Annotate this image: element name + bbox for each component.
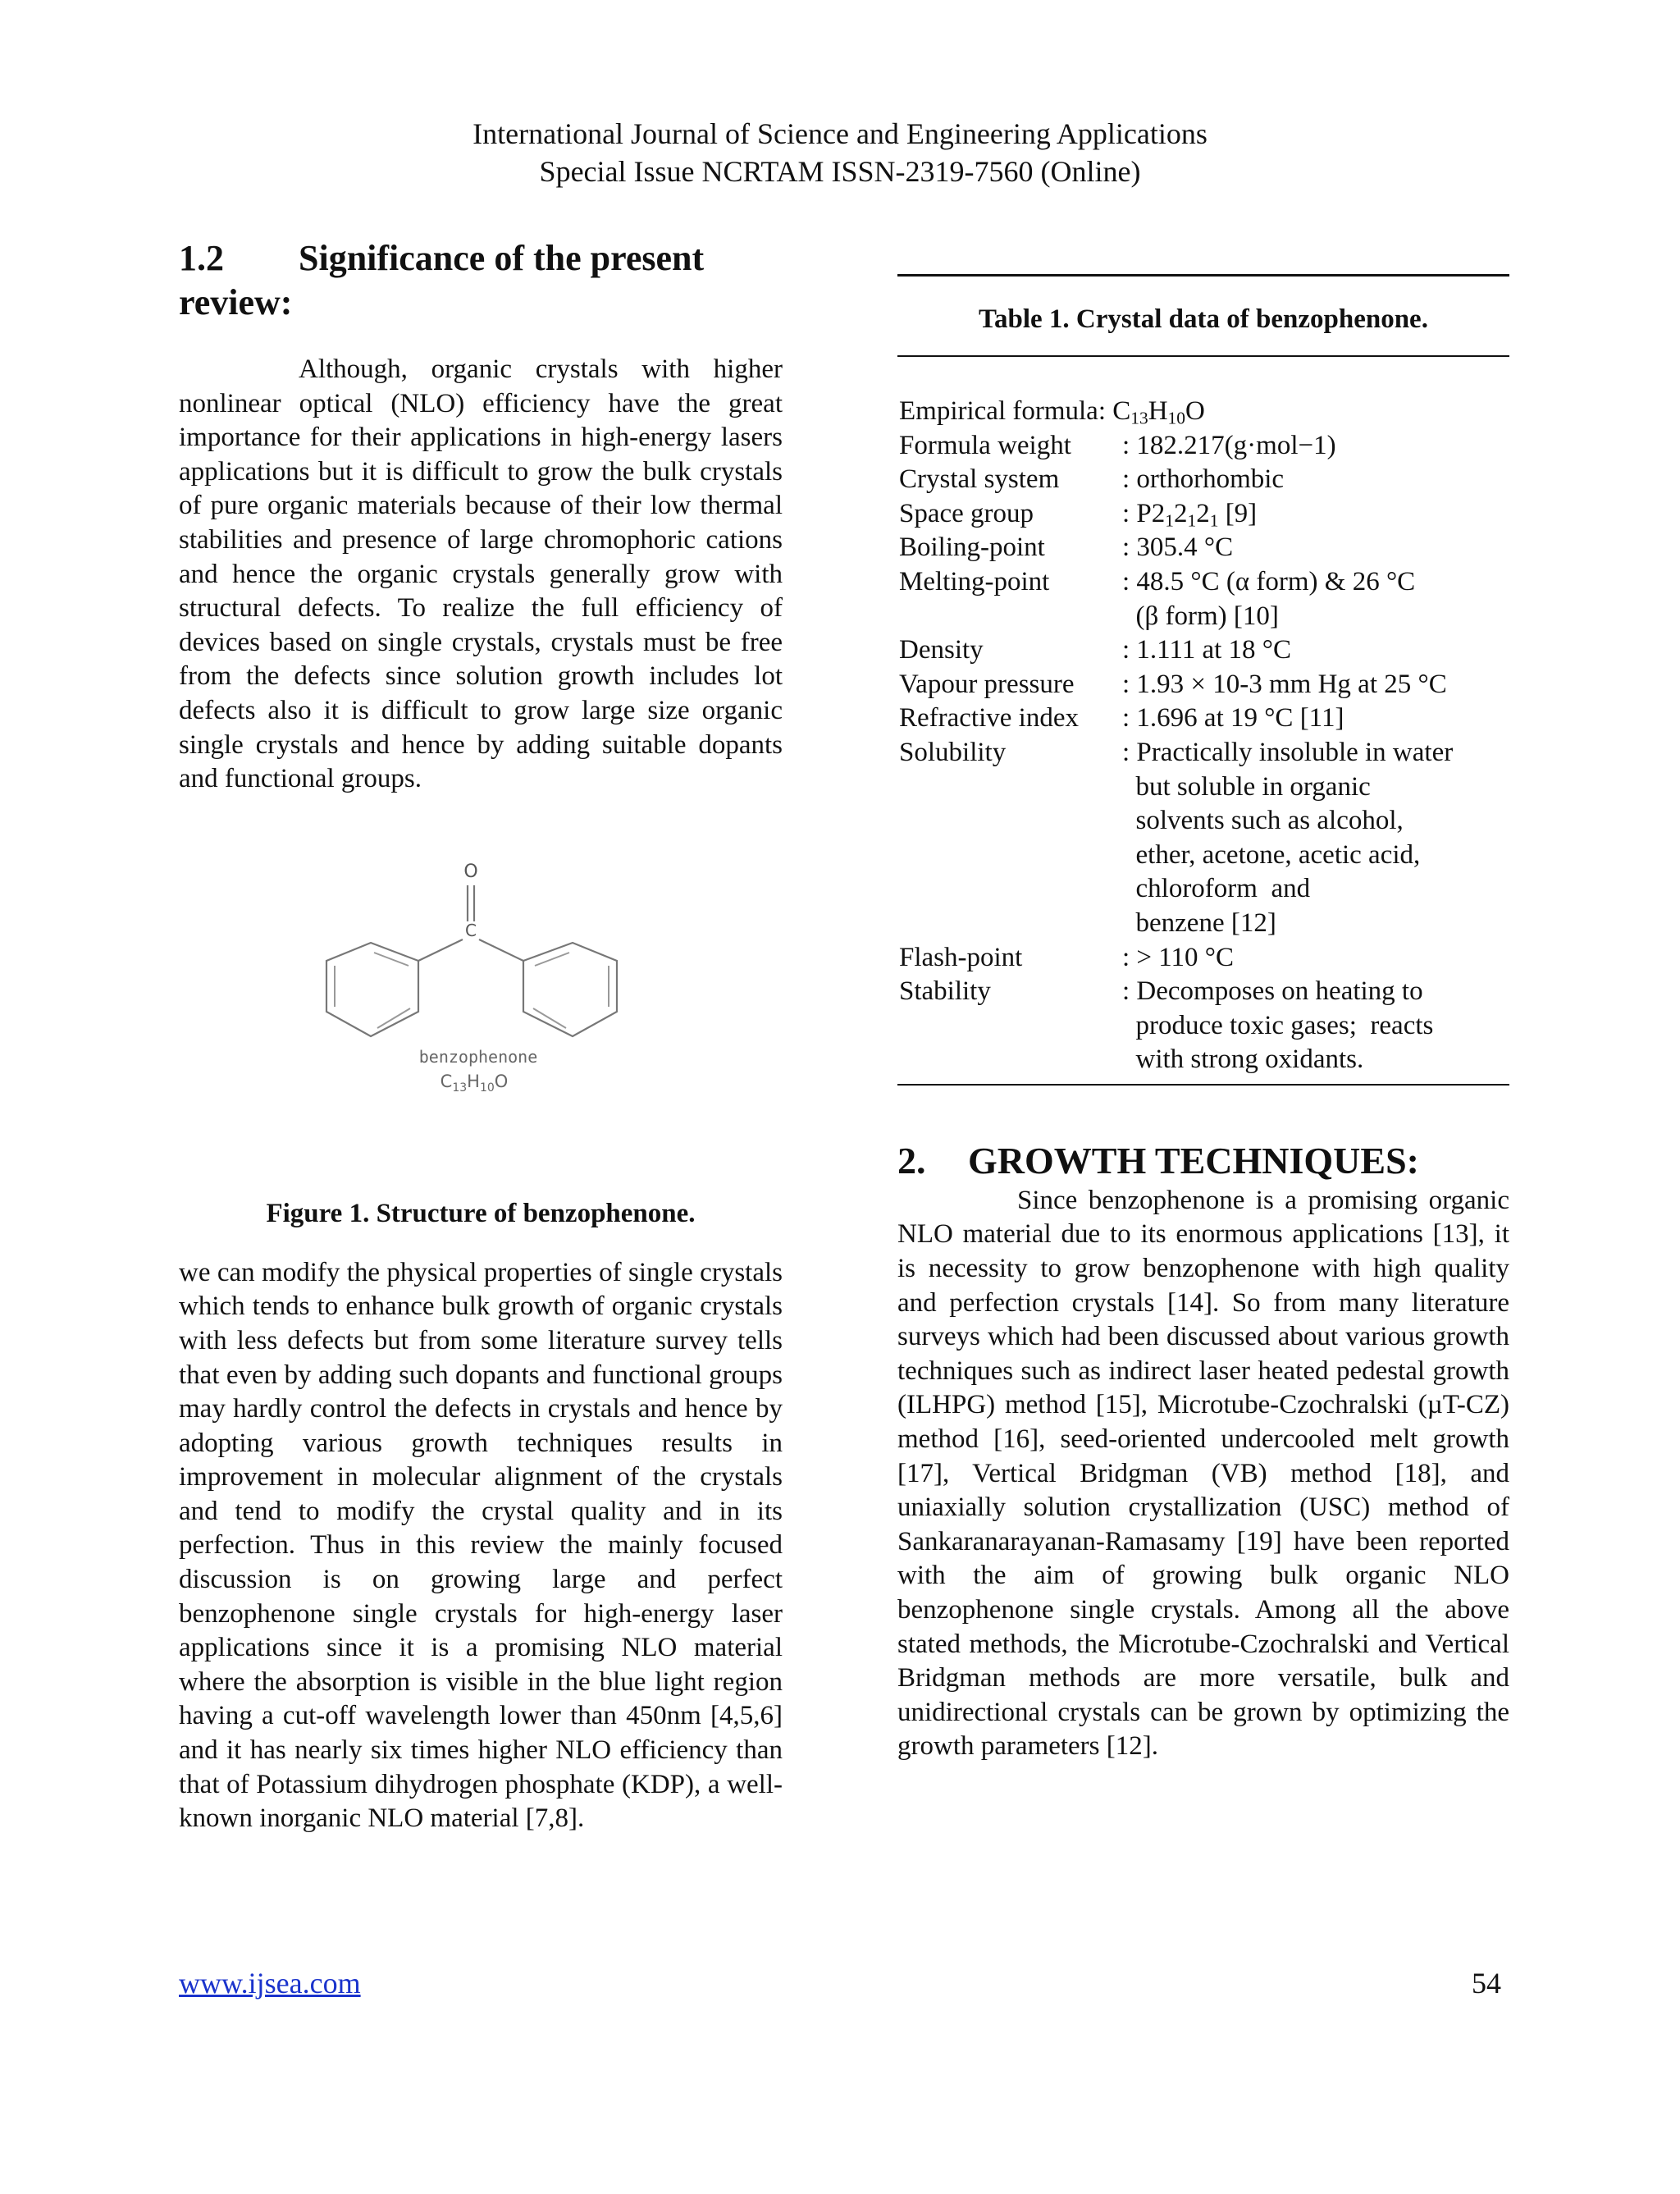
crystal-data-table	[897, 395, 1509, 1077]
table-row-value: : 1.93 × 10-3 mm Hg at 25 °C	[1122, 669, 1447, 699]
section-title-line1: Significance of the present	[299, 238, 705, 278]
table-row	[899, 668, 1509, 702]
table-row-value: : > 110 °C	[1122, 942, 1235, 972]
table-row	[899, 429, 1509, 464]
subscript: 1	[1187, 510, 1197, 531]
table-row-label: Formula weight	[899, 430, 1071, 460]
journal-issue: Special Issue NCRTAM ISSN-2319-7560 (Online)	[539, 155, 1141, 188]
subscript: 1	[1165, 510, 1174, 531]
table-row	[899, 497, 1509, 532]
figure-benzophenone-structure	[179, 854, 783, 1240]
value-text: : P2	[1122, 498, 1166, 528]
journal-title: International Journal of Science and Engineering Applications	[472, 117, 1208, 150]
table-row	[899, 633, 1509, 668]
table-row-label: Density	[899, 635, 984, 665]
section-number: 1.2	[179, 238, 224, 278]
bond-right-ring	[479, 939, 523, 961]
right-column	[897, 236, 1509, 1764]
table-row	[899, 395, 1509, 429]
structure-name-label: benzophenone	[418, 1046, 538, 1067]
structure-formula-label: $C_{13}H_{10}O$	[440, 1071, 509, 1095]
section-heading-growth	[897, 1138, 1509, 1184]
table-row	[899, 565, 1509, 633]
table-row-label: Vapour pressure	[899, 669, 1075, 699]
table-row-value: : 48.5 °C (α form) & 26 °C (β form) [10]	[1122, 566, 1416, 631]
continuation-paragraph: we can modify the physical properties of single crystals which tends to enhance bulk growth of organic crystals with less defects but from some literature survey tells that even by adding such dopants and functional groups may hardly control the defects in crystals and hence by adopting various growth techniques results in improvement in molecular alignment of the crystals and tend to modify the crystal quality and in its perfection. Thus in this review the mainly focused discussion is on growing large and perfect benzophenone single crystals for high-energy laser applications since it is a promising NLO material where the absorption is visible in the blue light region having a cut-off wavelength lower than 450nm [4,5,6] and it has nearly six times higher NLO efficiency than that of Potassium dihydrogen phosphate (KDP), a well-known inorganic NLO material [7,8].	[179, 1257, 783, 1834]
left-benzene-ring	[326, 943, 418, 1036]
value-text: O	[1185, 396, 1205, 426]
table-row-label: Space group	[899, 498, 1034, 528]
table-row-label: Flash-point	[899, 942, 1023, 972]
journal-header	[0, 115, 1680, 190]
table-row	[899, 736, 1509, 941]
table-row-label: Empirical formula	[899, 396, 1098, 426]
table-row-label: Crystal system	[899, 464, 1060, 495]
atom-oxygen: O	[463, 861, 478, 882]
table-row	[899, 702, 1509, 736]
journal-website-link[interactable]: www.ijsea.com	[179, 1967, 361, 2000]
table-row-label: Solubility	[899, 737, 1007, 767]
value-text: 2	[1174, 498, 1188, 528]
table-bottom-rule	[897, 1084, 1509, 1086]
section-heading-significance	[179, 236, 783, 325]
table-row	[899, 975, 1509, 1077]
significance-paragraph: Although, organic crystals with higher nonlinear optical (NLO) efficiency have the great importance for their applications in high-energy lasers applications but it is difficult to grow the bulk crystals of pure organic materials because of their low thermal stabilities and presence of large chromophoric cations and hence the organic crystals generally grow with structural defects. To realize the full efficiency of devices based on single crystals, crystals must be free from the defects since solution growth includes lot defects also it is difficult to grow large size organic single crystals and hence by adding suitable dopants and functional groups.	[179, 354, 783, 794]
page-number: 54	[1472, 1967, 1501, 2000]
section-title-line2: review:	[179, 282, 293, 322]
value-text: : C	[1098, 396, 1131, 426]
table-row-label: Melting-point	[899, 566, 1050, 596]
subscript: 1	[1209, 510, 1219, 531]
benzophenone-structure-image	[302, 854, 663, 1100]
table-row-value	[1122, 497, 1509, 532]
table-row-label: Stability	[899, 976, 991, 1007]
table-row	[899, 531, 1509, 565]
table-row-value	[1098, 395, 1509, 429]
left-column	[179, 236, 783, 1836]
bond-left-ring	[418, 939, 463, 961]
value-text: H	[1148, 396, 1168, 426]
table-row-value: : 1.111 at 18 °C	[1122, 635, 1291, 665]
figure-caption: Figure 1. Structure of benzophenone.	[266, 1198, 696, 1228]
table-row-value: : orthorhombic	[1122, 464, 1285, 495]
section-number: 2.	[897, 1139, 926, 1182]
atom-carbon: C	[465, 920, 477, 940]
table-top-rule	[897, 274, 1509, 277]
table-row-value: : 305.4 °C	[1122, 533, 1234, 563]
value-text: [9]	[1218, 498, 1258, 528]
subscript: 13	[1130, 408, 1148, 428]
table-row	[899, 941, 1509, 976]
table-row	[899, 463, 1509, 497]
table-row-value: : Decomposes on heating to produce toxic gases; reacts with strong oxidants.	[1122, 976, 1434, 1075]
value-text: 2	[1196, 498, 1210, 528]
table-row-label: Boiling-point	[899, 533, 1045, 563]
table-row-value: : Practically insoluble in water but soluble in organic solvents such as alcohol, ether, acetone, acetic acid, chloroform and benzene [12]	[1122, 737, 1454, 938]
table-row-value: : 182.217(g·mol−1)	[1122, 430, 1336, 460]
table-header-rule	[897, 355, 1509, 357]
table-row-value: : 1.696 at 19 °C [11]	[1122, 703, 1344, 734]
section-title: GROWTH TECHNIQUES:	[968, 1139, 1419, 1182]
right-benzene-ring	[523, 943, 617, 1036]
table-title: Table 1. Crystal data of benzophenone.	[979, 304, 1428, 334]
subscript: 10	[1167, 408, 1185, 428]
table-row-label: Refractive index	[899, 703, 1079, 734]
growth-paragraph: Since benzophenone is a promising organic NLO material due to its enormous applications [13], it is necessity to grow benzophenone with high quality and perfection crystals [14]. So from many literature surveys which had been discussed about various growth techniques such as indirect laser heated pedestal growth (ILHPG) method [15], Microtube-Czochralski (µT-CZ) method [16], seed-oriented undercooled melt growth [17], Vertical Bridgman (VB) method [18], and uniaxially solution crystallization (USC) method of Sankaranarayanan-Ramasamy [19] have been reported with the aim of growing bulk organic NLO benzophenone single crystals. Among all the above stated methods, the Microtube-Czochralski and Vertical Bridgman methods are more versatile, bulk and unidirectional crystals can be grown by optimizing the growth parameters [12].	[897, 1185, 1509, 1762]
